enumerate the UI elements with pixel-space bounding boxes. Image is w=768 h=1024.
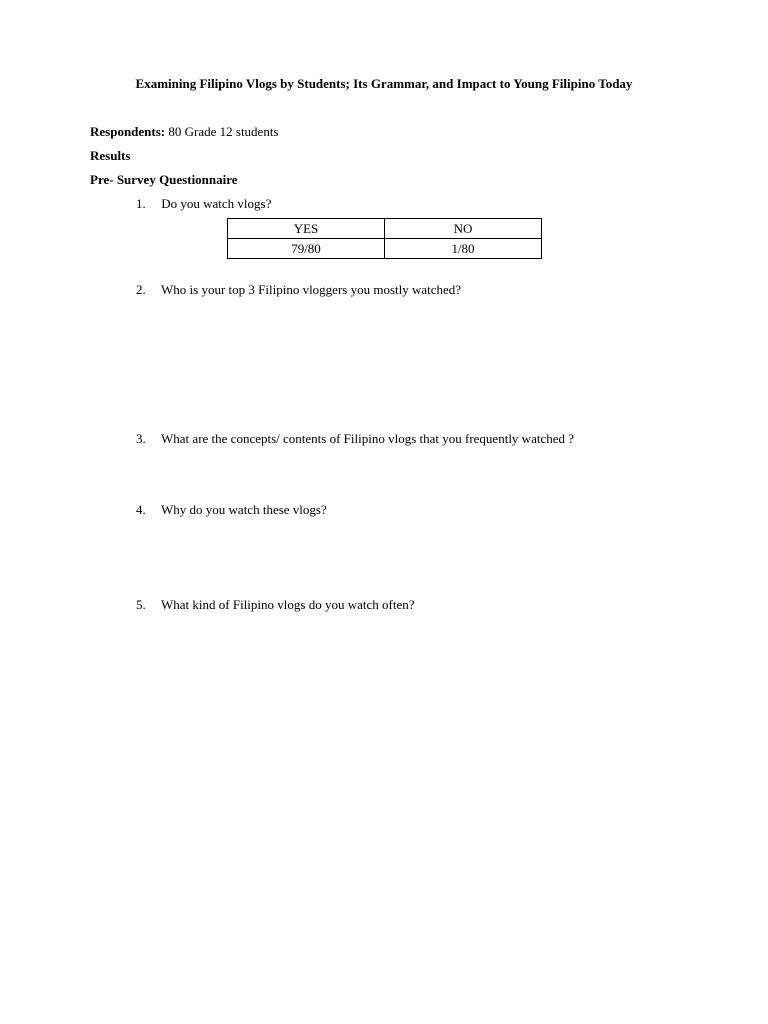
answer-table: [227, 218, 542, 259]
value-yes: 79/80: [228, 239, 385, 259]
table-header-row: [228, 219, 542, 239]
respondents-value: 80 Grade 12 students: [168, 124, 279, 139]
respondents-line: [90, 124, 279, 140]
question-number: 2.: [136, 282, 146, 297]
results-heading: Results: [90, 148, 131, 163]
question-5: [136, 597, 414, 613]
survey-heading: Pre- Survey Questionnaire: [90, 172, 238, 187]
value-no: 1/80: [385, 239, 542, 259]
header-no: NO: [385, 219, 542, 239]
respondents-label: Respondents:: [90, 124, 166, 139]
table-row: [228, 239, 542, 259]
question-number: 3.: [136, 431, 146, 446]
question-number: 4.: [136, 502, 146, 517]
header-yes: YES: [228, 219, 385, 239]
question-text: What kind of Filipino vlogs do you watch often?: [161, 597, 415, 612]
question-text: What are the concepts/ contents of Filipino vlogs that you frequently watched ?: [161, 431, 575, 446]
question-text: Do you watch vlogs?: [161, 196, 272, 211]
question-text: Who is your top 3 Filipino vloggers you mostly watched?: [161, 282, 462, 297]
question-3: [136, 431, 574, 447]
question-number: 1.: [136, 196, 146, 211]
question-1: [136, 196, 271, 212]
question-4: [136, 502, 327, 518]
document-title: Examining Filipino Vlogs by Students; Its Grammar, and Impact to Young Filipino Today: [135, 76, 633, 91]
question-2: [136, 282, 461, 298]
question-text: Why do you watch these vlogs?: [161, 502, 327, 517]
question-number: 5.: [136, 597, 146, 612]
